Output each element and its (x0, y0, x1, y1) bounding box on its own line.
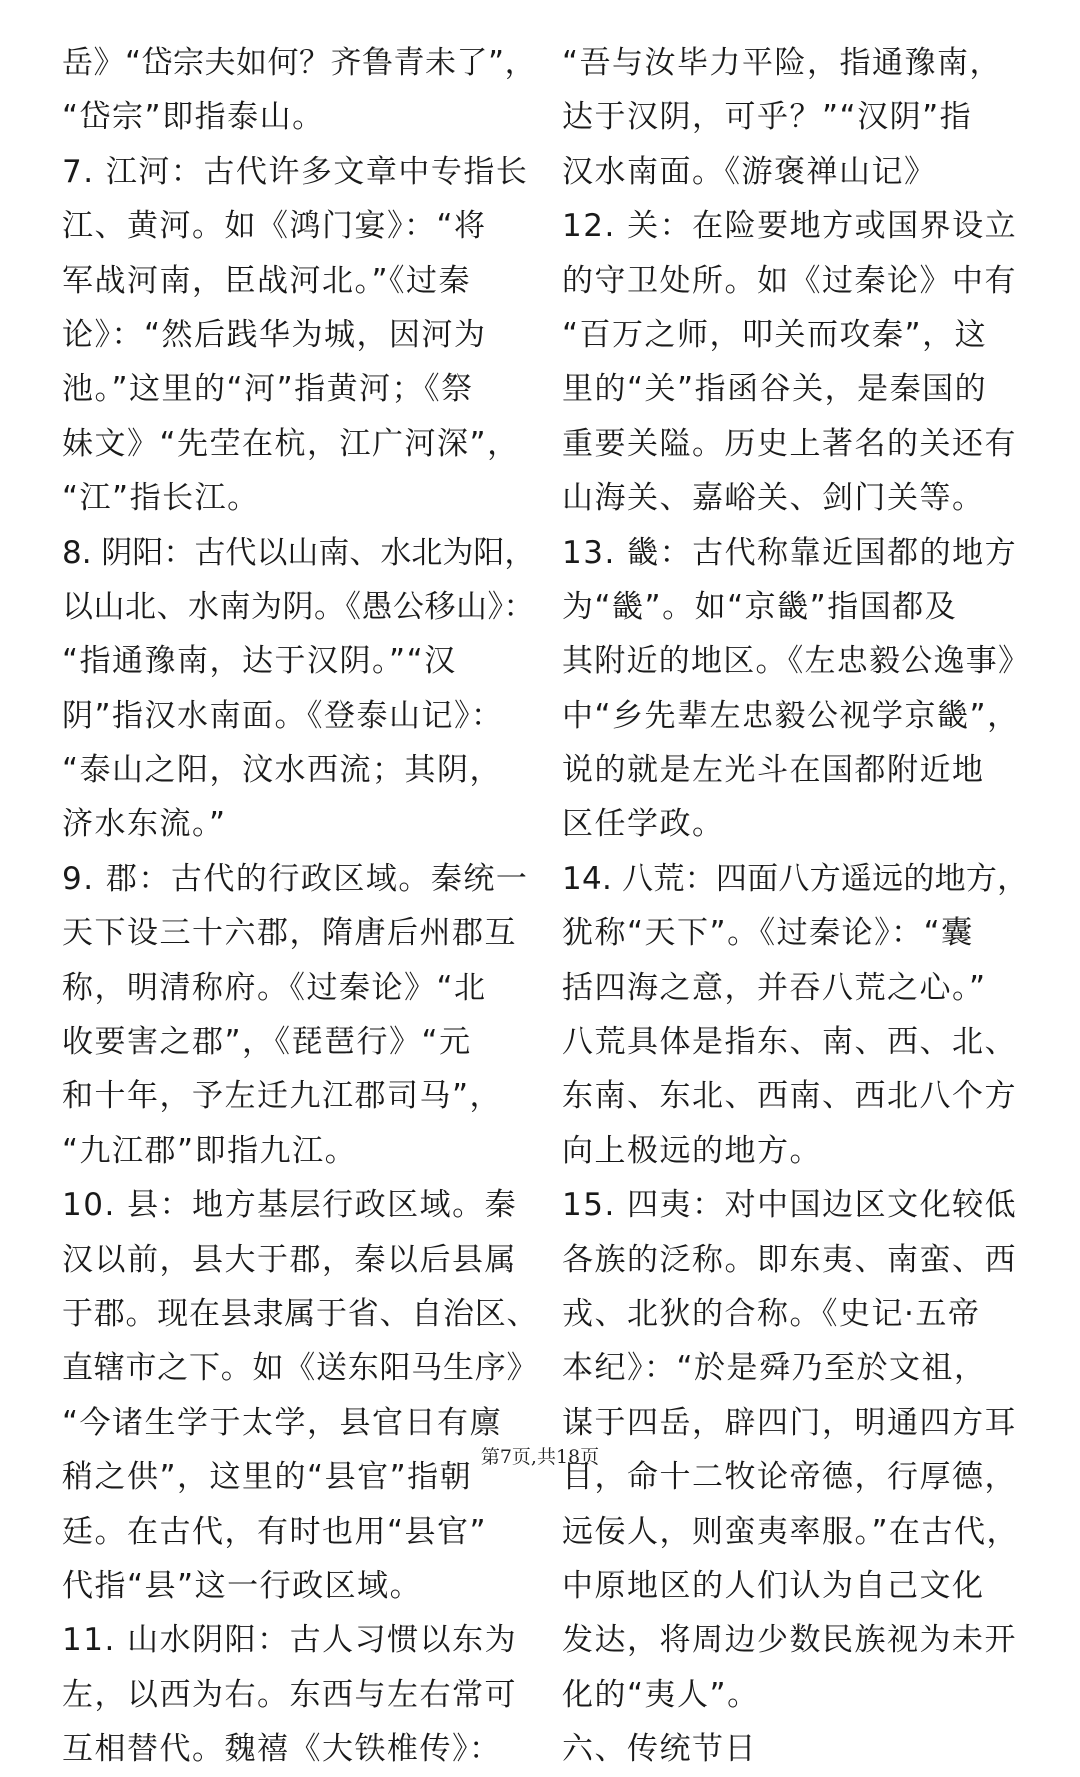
text-line: 池。”这里的“河”指黄河；《祭 (62, 371, 474, 408)
text-line: 重要关隘。历史上著名的关还有 (562, 425, 1017, 462)
text-line: 稍之供”，这里的“县官”指朝 (62, 1459, 473, 1496)
text-line: 括四海之意，并吞八荒之心。” (562, 969, 987, 1006)
text-line: 说的就是左光斗在国都附近地 (562, 752, 985, 789)
text-line: 军战河南，臣战河北。”《过秦 (62, 262, 472, 299)
text-line: 远佞人，则蛮夷率服。”在古代， (562, 1513, 1020, 1550)
text-line: 13. 畿：古代称靠近国都的地方 (562, 534, 1018, 571)
text-line: 山海关、嘉峪关、剑门关等。 (562, 480, 985, 517)
text-line: 化的“夷人”。 (562, 1676, 760, 1713)
text-line: 中“乡先辈左忠毅公视学京畿”， (562, 697, 1020, 734)
text-line: 收要害之郡”，《琵琶行》“元 (62, 1024, 472, 1061)
text-line: “百万之师，叩关而攻秦”，这 (562, 316, 988, 353)
text-line: 八荒具体是指东、南、西、北、 (562, 1024, 1017, 1061)
text-line: 左，以西为右。东西与左右常可 (62, 1676, 517, 1713)
text-line: 戎、北狄的合称。《史记·五帝 (562, 1295, 981, 1332)
text-line: 12. 关：在险要地方或国界设立 (562, 208, 1018, 245)
text-line: 汉以前，县大于郡，秦以后县属 (62, 1241, 517, 1278)
text-line: “岱宗”即指泰山。 (62, 99, 325, 136)
text-line: 东南、东北、西南、西北八个方 (562, 1078, 1017, 1115)
text-line: 于郡。现在县隶属于省、自治区、 (62, 1295, 539, 1332)
text-line: “今诸生学于太学，县官日有廪 (62, 1404, 503, 1441)
text-line: 8. 阴阳：古代以山南、水北为阳， (62, 534, 536, 571)
text-line: 其附近的地区。《左忠毅公逸事》 (562, 643, 1031, 680)
text-line: 的守卫处所。如《过秦论》中有 (562, 262, 1017, 299)
text-line: 7. 江河：古代许多文章中专指长 (62, 153, 529, 190)
text-line: “指通豫南，达于汉阴。”“汉 (62, 643, 457, 680)
text-line: 区任学政。 (562, 806, 725, 843)
text-line: 中原地区的人们认为自己文化 (562, 1567, 985, 1604)
text-line: 达于汉阴，可乎？”“汉阴”指 (562, 99, 973, 136)
text-line: “江”指长江。 (62, 480, 260, 517)
text-line: 论》：“然后践华为城，因河为 (62, 316, 487, 353)
text-line: 妹文》“先茔在杭，江广河深”， (62, 425, 520, 462)
text-line: 10. 县：地方基层行政区域。秦 (62, 1187, 518, 1224)
text-line: 称，明清称府。《过秦论》“北 (62, 969, 487, 1006)
text-line: 廷。在古代，有时也用“县官” (62, 1513, 488, 1550)
text-line: 向上极远的地方。 (562, 1132, 822, 1169)
text-line: 岳》“岱宗夫如何？齐鲁青未了”， (62, 45, 537, 81)
text-line: 济水东流。” (62, 806, 227, 843)
page-number: 第7页,共18页 (480, 1446, 600, 1468)
text-line: 谋于四岳，辟四门，明通四方耳 (562, 1404, 1017, 1441)
text-line: 以山北、水南为阴。《愚公移山》： (62, 588, 535, 625)
text-line: 15. 四夷：对中国边区文化较低 (562, 1187, 1018, 1224)
text-line: 11. 山水阴阳：古人习惯以东为 (62, 1622, 518, 1659)
text-line: “吾与汝毕力平险，指通豫南， (562, 45, 1003, 81)
text-line: 代指“县”这一行政区域。 (62, 1567, 423, 1604)
right-text-column (562, 36, 1032, 1777)
text-line: “泰山之阳，汶水西流；其阴， (62, 752, 503, 789)
text-line: 各族的泛称。即东夷、南蛮、西 (562, 1241, 1017, 1278)
text-line: 发达，将周边少数民族视为未开 (562, 1622, 1017, 1659)
text-line: 六、传统节日 (562, 1731, 757, 1768)
text-line: 直辖市之下。如《送东阳马生序》 (62, 1350, 539, 1387)
text-line: 本纪》：“於是舜乃至於文祖， (562, 1350, 987, 1387)
text-line: 天下设三十六郡，隋唐后州郡互 (62, 915, 517, 952)
text-line: 互相替代。魏禧《大铁椎传》： (62, 1731, 502, 1768)
text-line: 9. 郡：古代的行政区域。秦统一 (62, 860, 529, 897)
text-line: 目，命十二牧论帝德，行厚德， (562, 1459, 1017, 1496)
text-line: 和十年，予左迁九江郡司马”， (62, 1078, 503, 1115)
text-line: 犹称“天下”。《过秦论》：“囊 (562, 915, 974, 952)
left-text-column (62, 36, 538, 1777)
text-line: 14. 八荒：四面八方遥远的地方， (562, 860, 1029, 897)
text-line: 江、黄河。如《鸿门宴》：“将 (62, 208, 487, 245)
text-line: 为“畿”。如“京畿”指国都及 (562, 588, 958, 625)
text-line: 阴”指汉水南面。《登泰山记》： (62, 697, 504, 734)
text-line: 里的“关”指函谷关，是秦国的 (562, 371, 988, 408)
text-line: “九江郡”即指九江。 (62, 1132, 358, 1169)
text-line: 汉水南面。《游褒禅山记》 (562, 153, 937, 190)
